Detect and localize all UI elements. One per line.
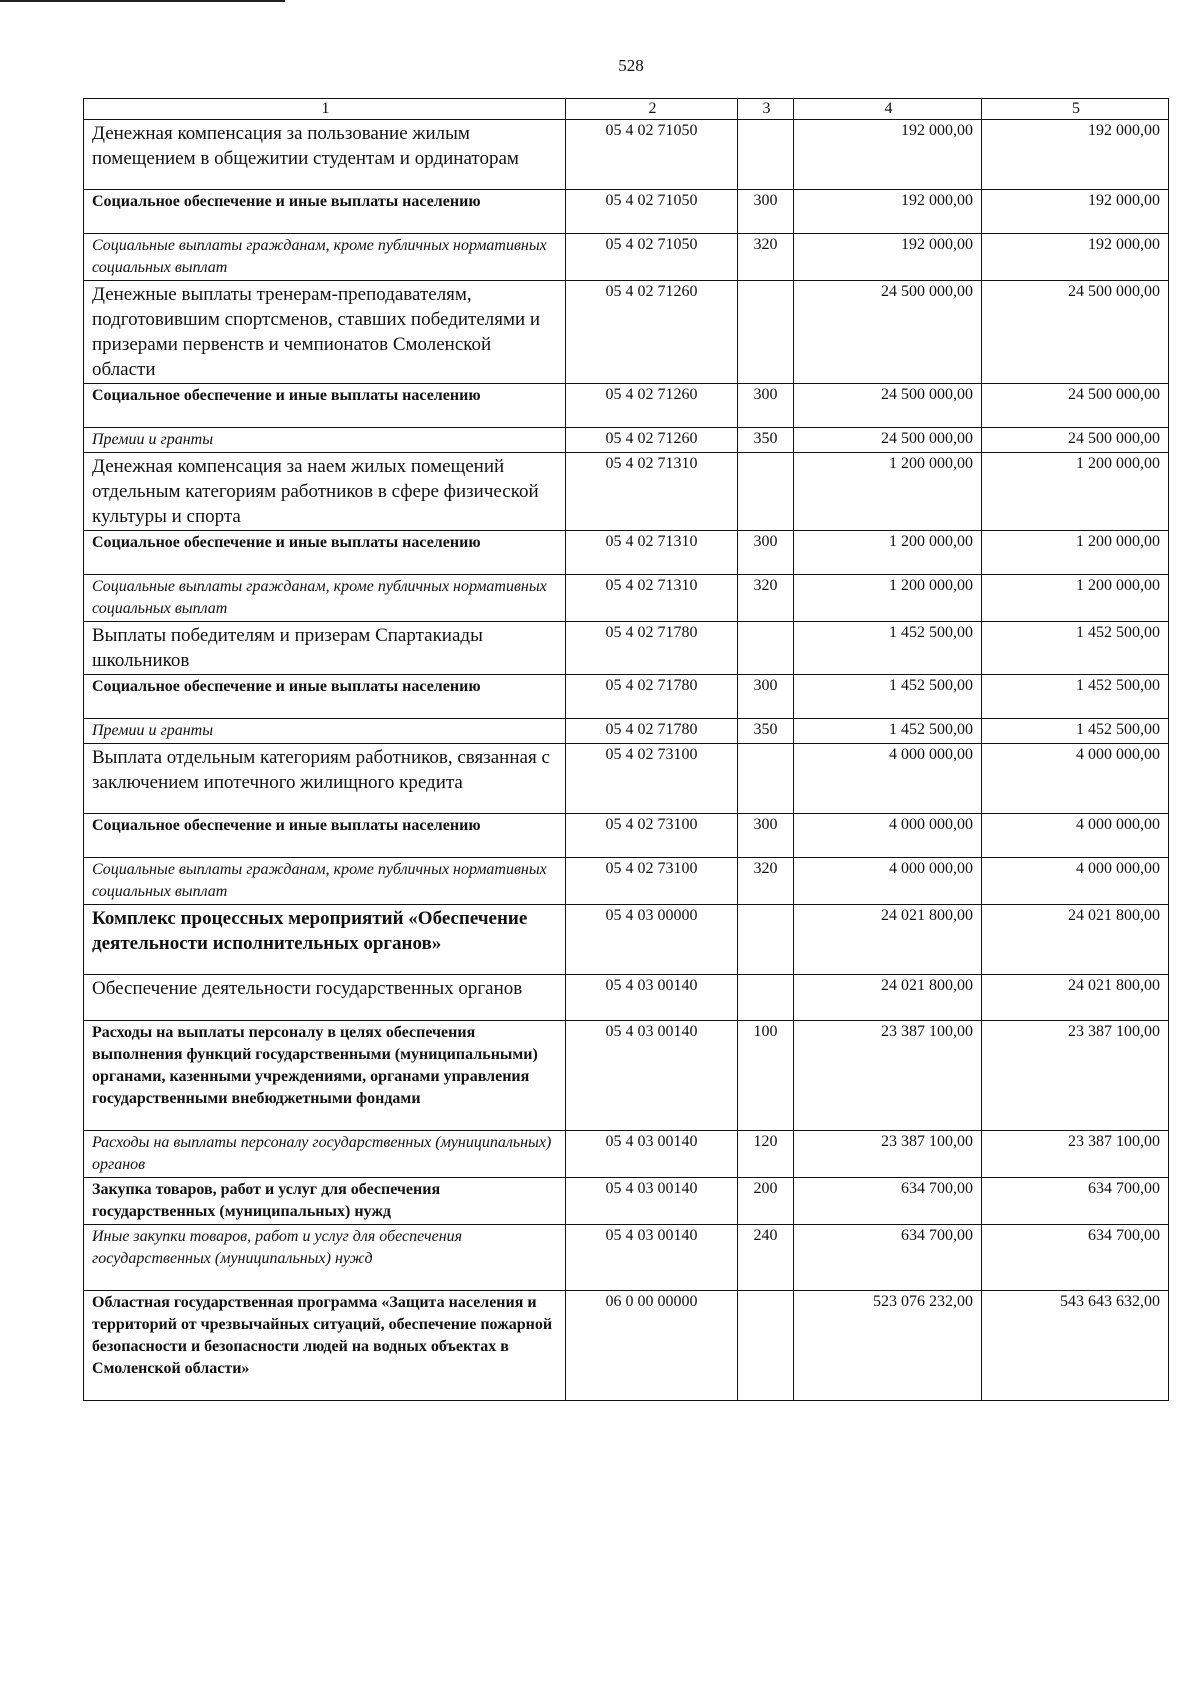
row-code: 05 4 03 00000	[566, 905, 738, 975]
row-expense-type: 320	[738, 858, 794, 905]
row-amount-year-2: 1 200 000,00	[982, 575, 1169, 622]
row-name: Социальные выплаты гражданам, кроме публичных нормативных социальных выплат	[84, 858, 566, 905]
row-amount-year-1: 523 076 232,00	[794, 1291, 982, 1401]
row-amount-year-1: 634 700,00	[794, 1178, 982, 1225]
table-row	[84, 1291, 1169, 1401]
table-row	[84, 1225, 1169, 1291]
row-name: Денежные выплаты тренерам-преподавателям, подготовившим спортсменов, ставших победителями и призерами первенств и чемпионатов Смоленской области	[84, 281, 566, 384]
row-amount-year-2: 192 000,00	[982, 190, 1169, 234]
table-row	[84, 281, 1169, 384]
row-amount-year-2: 1 452 500,00	[982, 622, 1169, 675]
table-row	[84, 719, 1169, 744]
table-row	[84, 531, 1169, 575]
row-name: Расходы на выплаты персоналу в целях обеспечения выполнения функций государственными (муниципальными) органами, казенными учреждениями, органами управления государственными внебюджетными фондами	[84, 1021, 566, 1131]
row-amount-year-1: 192 000,00	[794, 234, 982, 281]
table-row	[84, 675, 1169, 719]
row-name: Социальное обеспечение и иные выплаты населению	[84, 384, 566, 428]
row-expense-type: 320	[738, 234, 794, 281]
table-row	[84, 1178, 1169, 1225]
row-expense-type: 300	[738, 190, 794, 234]
row-amount-year-1: 1 200 000,00	[794, 453, 982, 531]
budget-table	[83, 98, 1169, 1401]
row-name: Расходы на выплаты персоналу государственных (муниципальных) органов	[84, 1131, 566, 1178]
row-name: Областная государственная программа «Защита населения и территорий от чрезвычайных ситуаций, обеспечение пожарной безопасности и безопасности людей на водных объектах в Смоленской области»	[84, 1291, 566, 1401]
row-amount-year-2: 543 643 632,00	[982, 1291, 1169, 1401]
table-row	[84, 428, 1169, 453]
header-col-4: 4	[794, 99, 982, 120]
row-amount-year-1: 23 387 100,00	[794, 1131, 982, 1178]
row-expense-type	[738, 281, 794, 384]
header-col-2: 2	[566, 99, 738, 120]
row-amount-year-1: 24 021 800,00	[794, 905, 982, 975]
row-amount-year-2: 23 387 100,00	[982, 1021, 1169, 1131]
row-code: 05 4 02 71780	[566, 675, 738, 719]
row-name: Обеспечение деятельности государственных органов	[84, 975, 566, 1021]
row-code: 05 4 02 73100	[566, 744, 738, 814]
row-amount-year-2: 4 000 000,00	[982, 814, 1169, 858]
row-amount-year-2: 192 000,00	[982, 234, 1169, 281]
page-number: 528	[618, 56, 644, 75]
row-code: 05 4 03 00140	[566, 1225, 738, 1291]
row-expense-type	[738, 905, 794, 975]
table-body	[84, 120, 1169, 1401]
row-amount-year-1: 1 452 500,00	[794, 719, 982, 744]
table-row	[84, 1021, 1169, 1131]
row-code: 05 4 02 71310	[566, 531, 738, 575]
table-row	[84, 858, 1169, 905]
row-expense-type: 300	[738, 675, 794, 719]
row-name: Выплата отдельным категориям работников, связанная с заключением ипотечного жилищного кредита	[84, 744, 566, 814]
row-name: Премии и гранты	[84, 719, 566, 744]
row-amount-year-1: 192 000,00	[794, 190, 982, 234]
row-amount-year-2: 192 000,00	[982, 120, 1169, 190]
table-row	[84, 1131, 1169, 1178]
row-name: Денежная компенсация за наем жилых помещений отдельным категориям работников в сфере физической культуры и спорта	[84, 453, 566, 531]
table-row	[84, 453, 1169, 531]
row-amount-year-1: 1 452 500,00	[794, 675, 982, 719]
row-amount-year-1: 4 000 000,00	[794, 744, 982, 814]
row-expense-type: 300	[738, 384, 794, 428]
row-code: 05 4 02 71260	[566, 428, 738, 453]
row-expense-type	[738, 120, 794, 190]
row-amount-year-2: 1 200 000,00	[982, 531, 1169, 575]
row-amount-year-2: 634 700,00	[982, 1225, 1169, 1291]
header-col-3: 3	[738, 99, 794, 120]
row-code: 05 4 02 71260	[566, 281, 738, 384]
row-amount-year-1: 1 452 500,00	[794, 622, 982, 675]
row-amount-year-1: 23 387 100,00	[794, 1021, 982, 1131]
row-name: Комплекс процессных мероприятий «Обеспечение деятельности исполнительных органов»	[84, 905, 566, 975]
row-amount-year-1: 1 200 000,00	[794, 575, 982, 622]
row-amount-year-2: 4 000 000,00	[982, 858, 1169, 905]
row-name: Денежная компенсация за пользование жилым помещением в общежитии студентам и ординаторам	[84, 120, 566, 190]
row-amount-year-1: 634 700,00	[794, 1225, 982, 1291]
row-expense-type: 240	[738, 1225, 794, 1291]
row-amount-year-1: 24 021 800,00	[794, 975, 982, 1021]
row-name: Социальное обеспечение и иные выплаты населению	[84, 675, 566, 719]
top-rule	[0, 0, 285, 2]
row-amount-year-2: 24 500 000,00	[982, 281, 1169, 384]
table-header-row	[84, 99, 1169, 120]
row-expense-type: 200	[738, 1178, 794, 1225]
row-amount-year-2: 1 452 500,00	[982, 719, 1169, 744]
row-code: 05 4 02 73100	[566, 858, 738, 905]
row-amount-year-1: 4 000 000,00	[794, 814, 982, 858]
row-name: Закупка товаров, работ и услуг для обеспечения государственных (муниципальных) нужд	[84, 1178, 566, 1225]
row-name: Социальные выплаты гражданам, кроме публичных нормативных социальных выплат	[84, 234, 566, 281]
row-code: 05 4 02 71310	[566, 575, 738, 622]
row-expense-type	[738, 622, 794, 675]
row-amount-year-2: 23 387 100,00	[982, 1131, 1169, 1178]
row-code: 05 4 02 71050	[566, 120, 738, 190]
table-row	[84, 744, 1169, 814]
table-row	[84, 384, 1169, 428]
row-name: Социальное обеспечение и иные выплаты населению	[84, 814, 566, 858]
row-amount-year-1: 24 500 000,00	[794, 281, 982, 384]
row-expense-type: 300	[738, 814, 794, 858]
row-expense-type: 350	[738, 428, 794, 453]
row-code: 05 4 02 71260	[566, 384, 738, 428]
row-code: 05 4 02 71780	[566, 622, 738, 675]
row-name: Социальное обеспечение и иные выплаты населению	[84, 190, 566, 234]
table-row	[84, 622, 1169, 675]
header-col-1: 1	[84, 99, 566, 120]
row-amount-year-1: 192 000,00	[794, 120, 982, 190]
table-row	[84, 190, 1169, 234]
row-amount-year-2: 634 700,00	[982, 1178, 1169, 1225]
row-amount-year-1: 1 200 000,00	[794, 531, 982, 575]
table-row	[84, 814, 1169, 858]
row-name: Социальные выплаты гражданам, кроме публичных нормативных социальных выплат	[84, 575, 566, 622]
row-code: 05 4 03 00140	[566, 1178, 738, 1225]
row-code: 05 4 03 00140	[566, 1021, 738, 1131]
row-expense-type: 350	[738, 719, 794, 744]
row-amount-year-2: 1 452 500,00	[982, 675, 1169, 719]
row-expense-type: 100	[738, 1021, 794, 1131]
row-expense-type: 300	[738, 531, 794, 575]
row-name: Выплаты победителям и призерам Спартакиады школьников	[84, 622, 566, 675]
row-expense-type	[738, 453, 794, 531]
row-amount-year-1: 4 000 000,00	[794, 858, 982, 905]
row-code: 05 4 03 00140	[566, 975, 738, 1021]
row-amount-year-2: 24 500 000,00	[982, 384, 1169, 428]
row-code: 05 4 02 71050	[566, 190, 738, 234]
row-expense-type	[738, 1291, 794, 1401]
table-row	[84, 234, 1169, 281]
table-row	[84, 905, 1169, 975]
row-name: Социальное обеспечение и иные выплаты населению	[84, 531, 566, 575]
row-code: 05 4 02 71310	[566, 453, 738, 531]
row-expense-type	[738, 975, 794, 1021]
table-row	[84, 575, 1169, 622]
row-amount-year-2: 24 021 800,00	[982, 905, 1169, 975]
row-code: 06 0 00 00000	[566, 1291, 738, 1401]
row-expense-type: 320	[738, 575, 794, 622]
row-name: Иные закупки товаров, работ и услуг для обеспечения государственных (муниципальных) нужд	[84, 1225, 566, 1291]
header-col-5: 5	[982, 99, 1169, 120]
row-name: Премии и гранты	[84, 428, 566, 453]
row-amount-year-2: 24 021 800,00	[982, 975, 1169, 1021]
row-expense-type: 120	[738, 1131, 794, 1178]
row-code: 05 4 03 00140	[566, 1131, 738, 1178]
row-amount-year-2: 1 200 000,00	[982, 453, 1169, 531]
table-row	[84, 975, 1169, 1021]
row-expense-type	[738, 744, 794, 814]
row-amount-year-2: 4 000 000,00	[982, 744, 1169, 814]
row-code: 05 4 02 71780	[566, 719, 738, 744]
row-amount-year-1: 24 500 000,00	[794, 428, 982, 453]
row-amount-year-2: 24 500 000,00	[982, 428, 1169, 453]
row-amount-year-1: 24 500 000,00	[794, 384, 982, 428]
row-code: 05 4 02 73100	[566, 814, 738, 858]
row-code: 05 4 02 71050	[566, 234, 738, 281]
table-row	[84, 120, 1169, 190]
